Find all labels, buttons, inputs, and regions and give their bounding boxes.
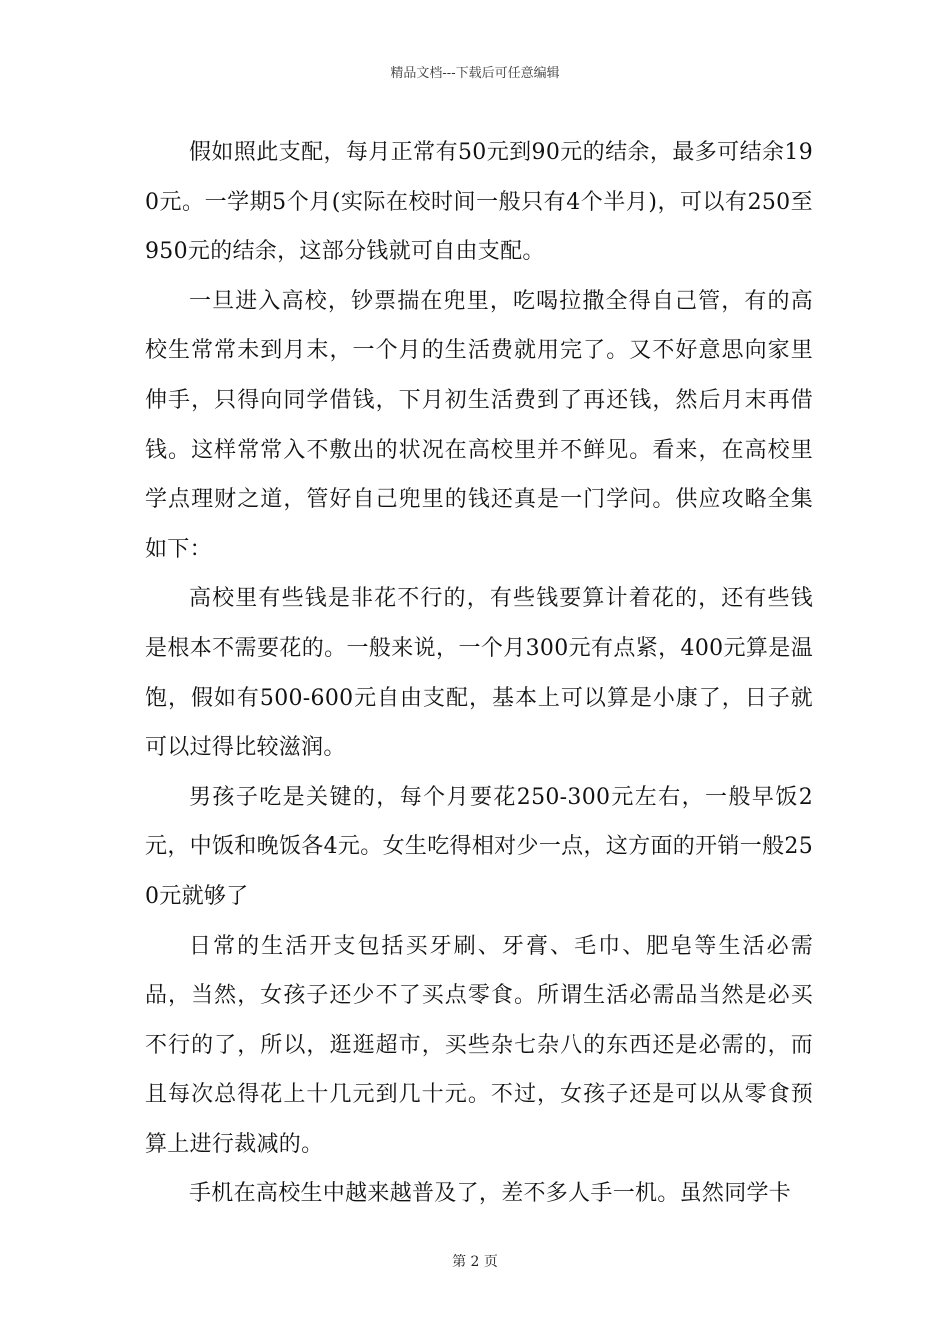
page-header: 精品文档---下载后可任意编辑 (390, 66, 560, 81)
paragraph-3: 高校里有些钱是非花不行的，有些钱要算计着花的，还有些钱是根本不需要花的。一般来说，一个月300元有点紧，400元算是温饱，假如有500-600元自由支配，基本上可以算是小康了，日子就可以过得比较滋润。 (145, 586, 813, 761)
paragraph-1: 假如照此支配，每月正常有50元到90元的结余，最多可结余190元。一学期5个月(实际在校时间一般只有4个半月)，可以有250至950元的结余，这部分钱就可自由支配。 (145, 140, 813, 265)
paragraph-4: 男孩子吃是关键的，每个月要花250-300元左右，一般早饭2元，中饭和晚饭各4元。女生吃得相对少一点，这方面的开销一般250元就够了 (145, 784, 813, 909)
page-number: 第 2 页 (452, 1254, 498, 1270)
paragraph-2: 一旦进入高校，钞票揣在兜里，吃喝拉撒全得自己管，有的高校生常常未到月末，一个月的生活费就用完了。又不好意思向家里伸手，只得向同学借钱，下月初生活费到了再还钱，然后月末再借钱。这样常常入不敷出的状况在高校里并不鲜见。看来，在高校里学点理财之道，管好自己兜里的钱还真是一门学问。供应攻略全集如下： (145, 288, 813, 562)
paragraph-6: 手机在高校生中越来越普及了，差不多人手一机。虽然同学卡 (189, 1181, 792, 1207)
document-body (145, 128, 813, 1219)
paragraph-5: 日常的生活开支包括买牙刷、牙膏、毛巾、肥皂等生活必需品，当然，女孩子还少不了买点零食。所谓生活必需品当然是必买不行的了，所以，逛逛超市，买些杂七杂八的东西还是必需的，而且每次总得花上十几元到几十元。不过，女孩子还是可以从零食预算上进行裁减的。 (145, 933, 813, 1157)
